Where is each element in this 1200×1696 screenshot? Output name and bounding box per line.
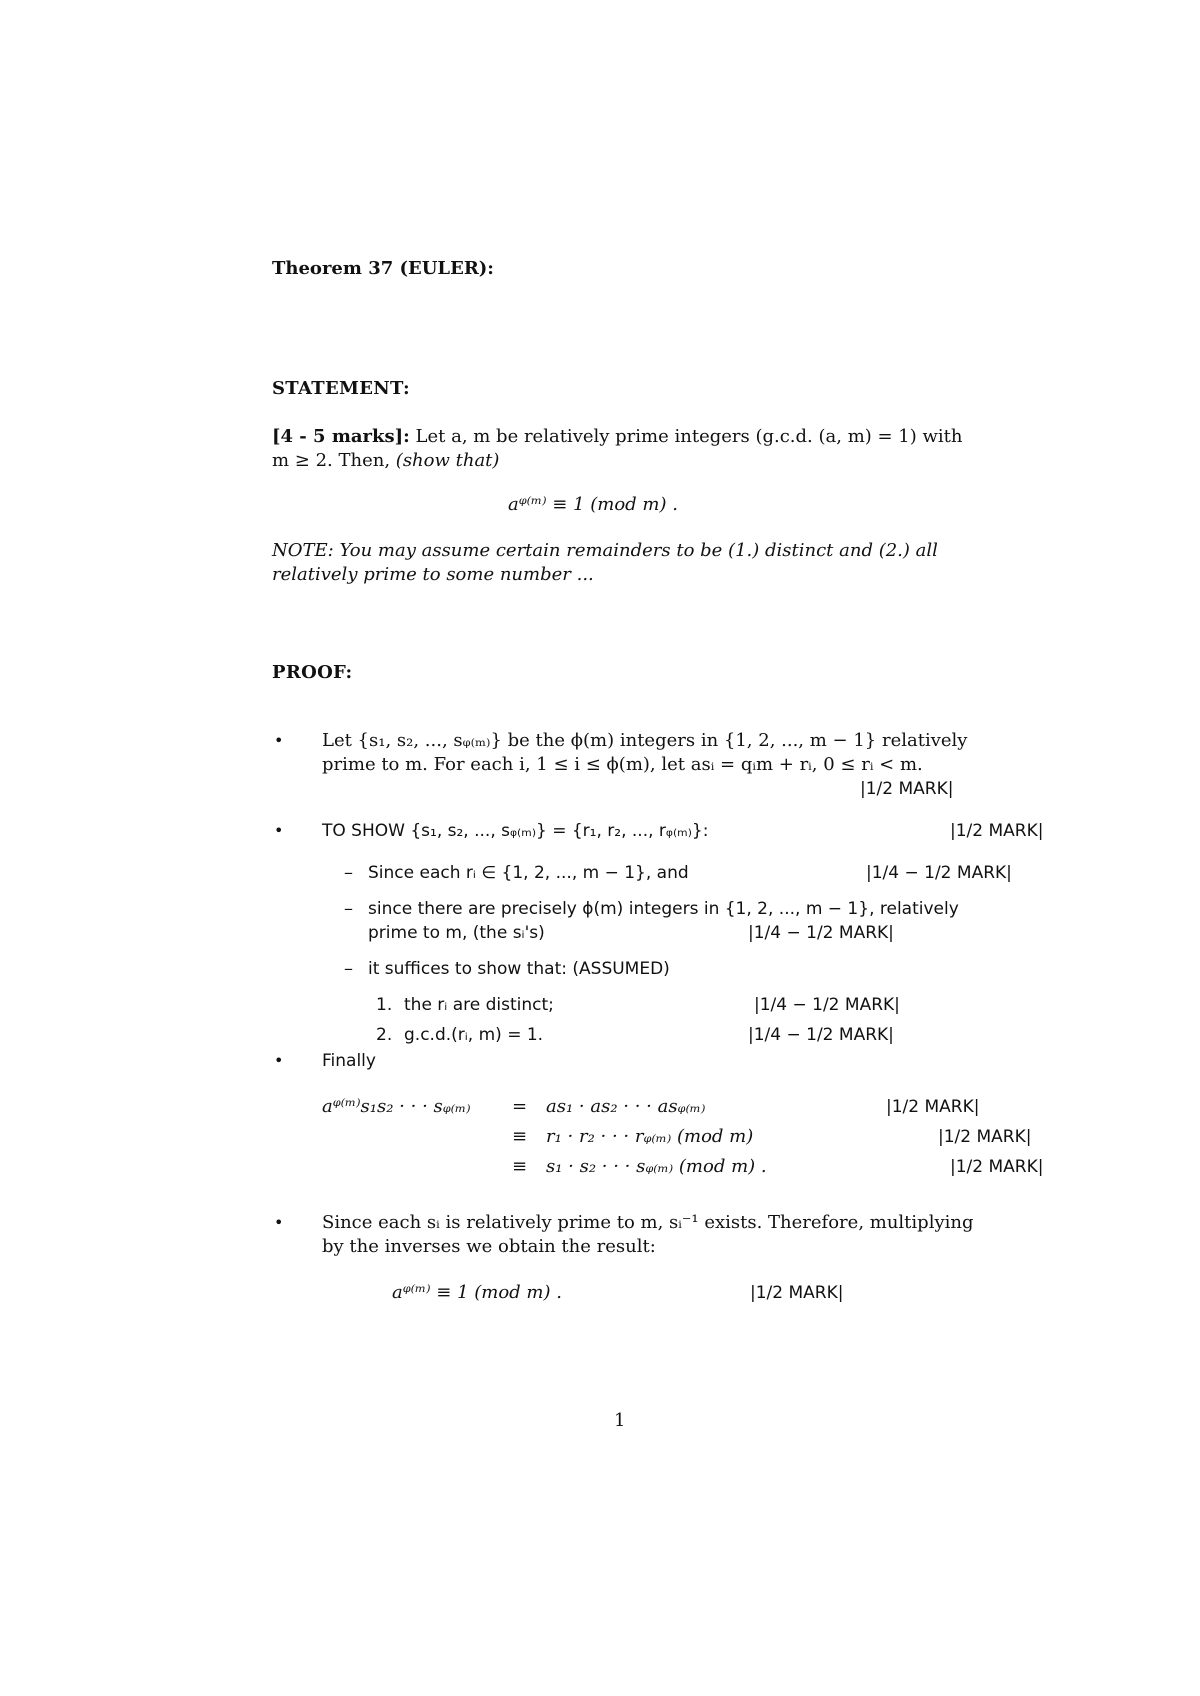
final-formula: aᵠ⁽ᵐ⁾ ≡ 1 (mod m) . bbox=[392, 1282, 562, 1303]
equation-2-mark: |1/2 MARK| bbox=[938, 1127, 1032, 1147]
equation-1-operator: = bbox=[512, 1096, 528, 1117]
statement-heading: STATEMENT: bbox=[272, 378, 410, 399]
bullet-2-marker: • bbox=[274, 821, 284, 840]
sub-2-marker: – bbox=[344, 898, 353, 919]
sub-1-text: Since each rᵢ ∈ {1, 2, ..., m − 1}, and bbox=[368, 863, 689, 883]
page-number: 1 bbox=[614, 1410, 626, 1431]
equation-2-operator: ≡ bbox=[512, 1126, 528, 1147]
statement-line-2-lead: m ≥ 2. Then, bbox=[272, 450, 391, 471]
enum-1-number: 1. bbox=[376, 995, 393, 1015]
equation-1-rhs: as₁ · as₂ · · · asᵩ₍ₘ₎ bbox=[546, 1096, 706, 1117]
sub-1-mark: |1/4 − 1/2 MARK| bbox=[866, 863, 1012, 883]
bullet-1-marker: • bbox=[274, 731, 284, 750]
sub-1-marker: – bbox=[344, 862, 353, 883]
sub-3-text: it suffices to show that: (ASSUMED) bbox=[368, 959, 670, 979]
enum-2-text: g.c.d.(rᵢ, m) = 1. bbox=[404, 1025, 544, 1045]
bullet-3-marker: • bbox=[274, 1051, 284, 1070]
proof-heading: PROOF: bbox=[272, 662, 353, 683]
equation-3-mark: |1/2 MARK| bbox=[950, 1157, 1044, 1177]
bullet-4-line-2: by the inverses we obtain the result: bbox=[322, 1236, 656, 1257]
statement-line-1-text: Let a, m be relatively prime integers (g.c.d. (a, m) = 1) with bbox=[415, 426, 963, 447]
enum-2-number: 2. bbox=[376, 1025, 393, 1045]
enum-1-mark: |1/4 − 1/2 MARK| bbox=[754, 995, 900, 1015]
sub-2-line-2: prime to m, (the sᵢ's) bbox=[368, 923, 545, 943]
bullet-2-mark: |1/2 MARK| bbox=[950, 821, 1044, 841]
bullet-3-text: Finally bbox=[322, 1051, 376, 1071]
enum-2-mark: |1/4 − 1/2 MARK| bbox=[748, 1025, 894, 1045]
marks-label: [4 - 5 marks]: bbox=[272, 426, 410, 447]
bullet-4-marker: • bbox=[274, 1213, 284, 1232]
statement-line-1 bbox=[272, 426, 963, 448]
equation-1-mark: |1/2 MARK| bbox=[886, 1097, 980, 1117]
equation-2-rhs: r₁ · r₂ · · · rᵩ₍ₘ₎ (mod m) bbox=[546, 1126, 754, 1147]
sub-2-line-1: since there are precisely ϕ(m) integers in {1, 2, ..., m − 1}, relatively bbox=[368, 899, 959, 919]
sub-2-mark: |1/4 − 1/2 MARK| bbox=[748, 923, 894, 943]
equation-1-lhs: aᵠ⁽ᵐ⁾s₁s₂ · · · sᵩ₍ₘ₎ bbox=[322, 1096, 471, 1117]
note-line-2: relatively prime to some number ... bbox=[272, 564, 594, 585]
enum-1-text: the rᵢ are distinct; bbox=[404, 995, 554, 1015]
bullet-1-line-1: Let {s₁, s₂, ..., sᵩ₍ₘ₎} be the ϕ(m) integers in {1, 2, ..., m − 1} relatively bbox=[322, 730, 968, 751]
equation-3-operator: ≡ bbox=[512, 1156, 528, 1177]
statement-formula: aᵠ⁽ᵐ⁾ ≡ 1 (mod m) . bbox=[508, 494, 678, 515]
equation-3-rhs: s₁ · s₂ · · · sᵩ₍ₘ₎ (mod m) . bbox=[546, 1156, 767, 1177]
bullet-2-text: TO SHOW {s₁, s₂, ..., sᵩ₍ₘ₎} = {r₁, r₂, ..., rᵩ₍ₘ₎}: bbox=[322, 821, 709, 841]
bullet-1-mark: |1/2 MARK| bbox=[860, 779, 954, 799]
theorem-title: Theorem 37 (EULER): bbox=[272, 258, 494, 279]
statement-line-2-italic: (show that) bbox=[395, 450, 500, 471]
bullet-1-line-2: prime to m. For each i, 1 ≤ i ≤ ϕ(m), let asᵢ = qᵢm + rᵢ, 0 ≤ rᵢ < m. bbox=[322, 754, 923, 775]
note-line-1: NOTE: You may assume certain remainders to be (1.) distinct and (2.) all bbox=[272, 540, 938, 561]
final-mark: |1/2 MARK| bbox=[750, 1283, 844, 1303]
statement-line-2 bbox=[272, 450, 499, 472]
bullet-4-line-1: Since each sᵢ is relatively prime to m, sᵢ⁻¹ exists. Therefore, multiplying bbox=[322, 1212, 974, 1233]
sub-3-marker: – bbox=[344, 958, 353, 979]
